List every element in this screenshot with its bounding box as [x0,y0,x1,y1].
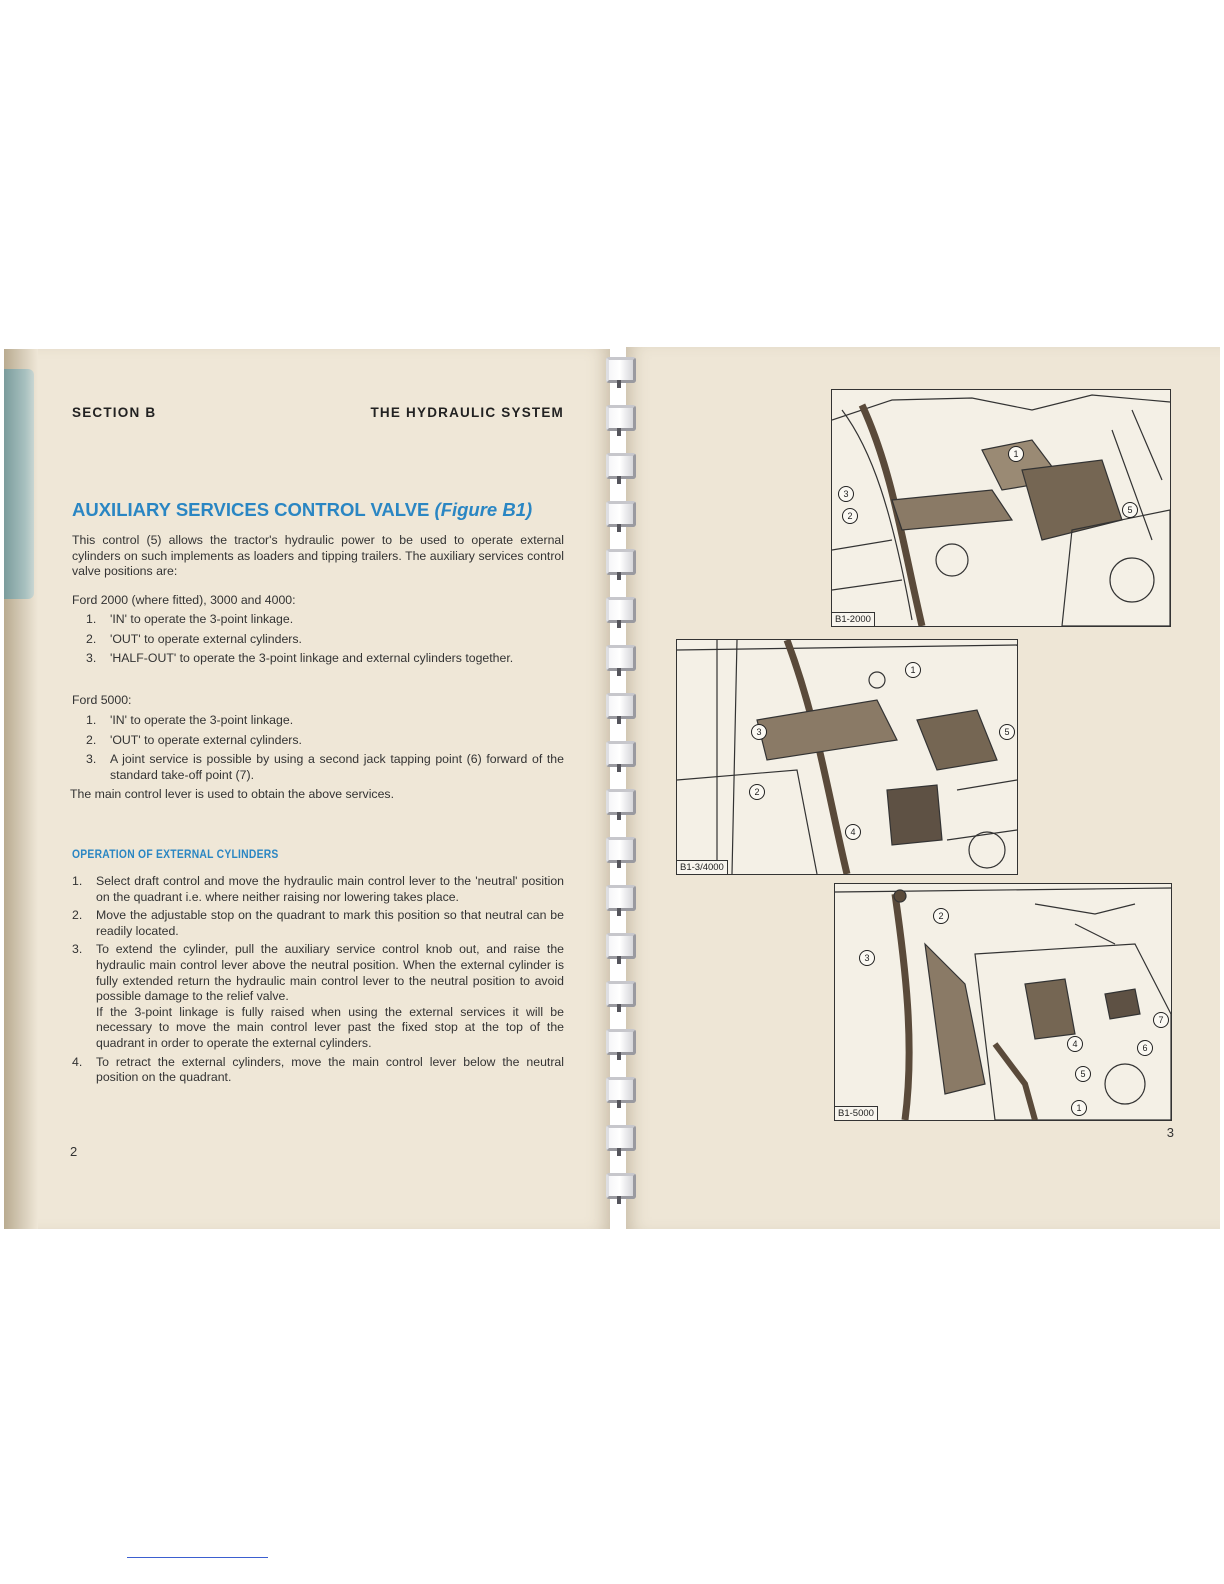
callout-2: 2 [842,508,858,524]
figure-label: B1-5000 [835,1106,878,1120]
callout-5: 5 [1075,1066,1091,1082]
list-item: 3. A joint service is possible by using a second jack tapping point (6) forward of the standard take-off point (7). [86,752,564,782]
list-item: 4. To retract the external cylinders, move the main control lever below the neutral position on the quadrant. [72,1054,564,1085]
binding-ring [606,501,636,527]
binding-ring [606,933,636,959]
binding-ring [606,1077,636,1103]
binding-ring [606,597,636,623]
tractor-illustration [832,390,1170,626]
page-title [72,499,564,521]
binding-ring [606,1173,636,1199]
right-page [626,347,1220,1229]
ford-group-1-list [72,612,564,671]
list-item: 2. 'OUT' to operate external cylinders. [86,732,302,747]
callout-3: 3 [859,950,875,966]
callout-7: 7 [1153,1012,1169,1028]
binding-ring [606,693,636,719]
callout-1: 1 [1071,1100,1087,1116]
title-figure-ref: (Figure B1) [434,499,533,520]
page-number-right: 3 [1166,1125,1174,1140]
subheading-external-cylinders: OPERATION OF EXTERNAL CYLINDERS [72,847,279,861]
figure-label: B1-3/4000 [677,860,728,874]
step-note: If the 3-point linkage is fully raised when using the external services it will be necessary to move the main control lever past the fixed stop at the top of the quadrant in order to operate the external cylinders. [96,1004,564,1050]
section-label: SECTION B [72,405,157,420]
list-item: 1. 'IN' to operate the 3-point linkage. [86,612,294,626]
callout-4: 4 [845,824,861,840]
binding-ring [606,357,636,383]
callout-6: 6 [1137,1040,1153,1056]
binding-ring [606,549,636,575]
binding-ring [606,645,636,671]
list-item: 2. Move the adjustable stop on the quadrant to mark this position so that neutral can be readily located. [72,908,564,938]
figure-b1-3-4000 [676,639,1018,875]
callout-1: 1 [1008,446,1024,462]
binding-ring [606,885,636,911]
figure-b1-5000 [834,883,1172,1121]
list-item: 1. Select draft control and move the hydraulic main control lever to the 'neutral' position on the quadrant i.e. where neither raising nor lowering takes place. [72,874,564,904]
binding-ring [606,1125,636,1151]
tractor-illustration [677,640,1017,874]
list-item: 1. 'IN' to operate the 3-point linkage. [86,713,294,727]
ford-group-1-heading: Ford 2000 (where fitted), 3000 and 4000: [72,593,296,607]
spiral-binding [600,345,644,1235]
callout-2: 2 [933,908,949,924]
ford-group-2-heading: Ford 5000: [72,693,132,707]
binding-ring [606,1029,636,1055]
callout-1: 1 [905,662,921,678]
left-page [4,349,610,1229]
list-item: 3. To extend the cylinder, pull the auxiliary service control knob out, and raise the hydraulic main control lever above the neutral position. When the external cylinder is fully extended return the hydraulic main control lever to the neutral position to avoid possible damage to the relief valve. If the 3-point linkage is fully raised when using the external services it will be necessary to move the main control lever past the fixed stop at the top of the quadrant in order to operate the external cylinders. [72,942,564,1050]
figure-b1-2000 [831,389,1171,627]
list-item: 2. 'OUT' to operate external cylinders. [86,631,302,646]
tractor-illustration [835,884,1171,1120]
chapter-title: THE HYDRAULIC SYSTEM [370,405,564,420]
callout-5: 5 [1122,502,1138,518]
callout-3: 3 [838,486,854,502]
binding-ring [606,453,636,479]
binding-ring [606,837,636,863]
callout-5: 5 [999,724,1015,740]
binding-ring [606,789,636,815]
main-lever-note: The main control lever is used to obtain the above services. [70,787,394,801]
book-spread [0,345,1224,1235]
binding-ring [606,741,636,767]
operation-steps [72,874,564,1089]
binding-ring [606,981,636,1007]
ford-group-2-list [72,713,564,787]
page-number-left: 2 [70,1144,78,1159]
list-item: 3. 'HALF-OUT' to operate the 3-point linkage and external cylinders together. [86,651,514,666]
callout-2: 2 [749,784,765,800]
section-tab [4,369,34,599]
figure-label: B1-2000 [832,612,875,626]
callout-3: 3 [751,724,767,740]
intro-paragraph: This control (5) allows the tractor's hydraulic power to be used to operate external cylinders on such implements as loaders and tipping trailers. The auxiliary services control valve positions are: [72,533,564,579]
title-text: AUXILIARY SERVICES CONTROL VALVE [72,499,430,520]
link-underline [127,1557,268,1558]
binding-ring [606,405,636,431]
callout-4: 4 [1067,1036,1083,1052]
